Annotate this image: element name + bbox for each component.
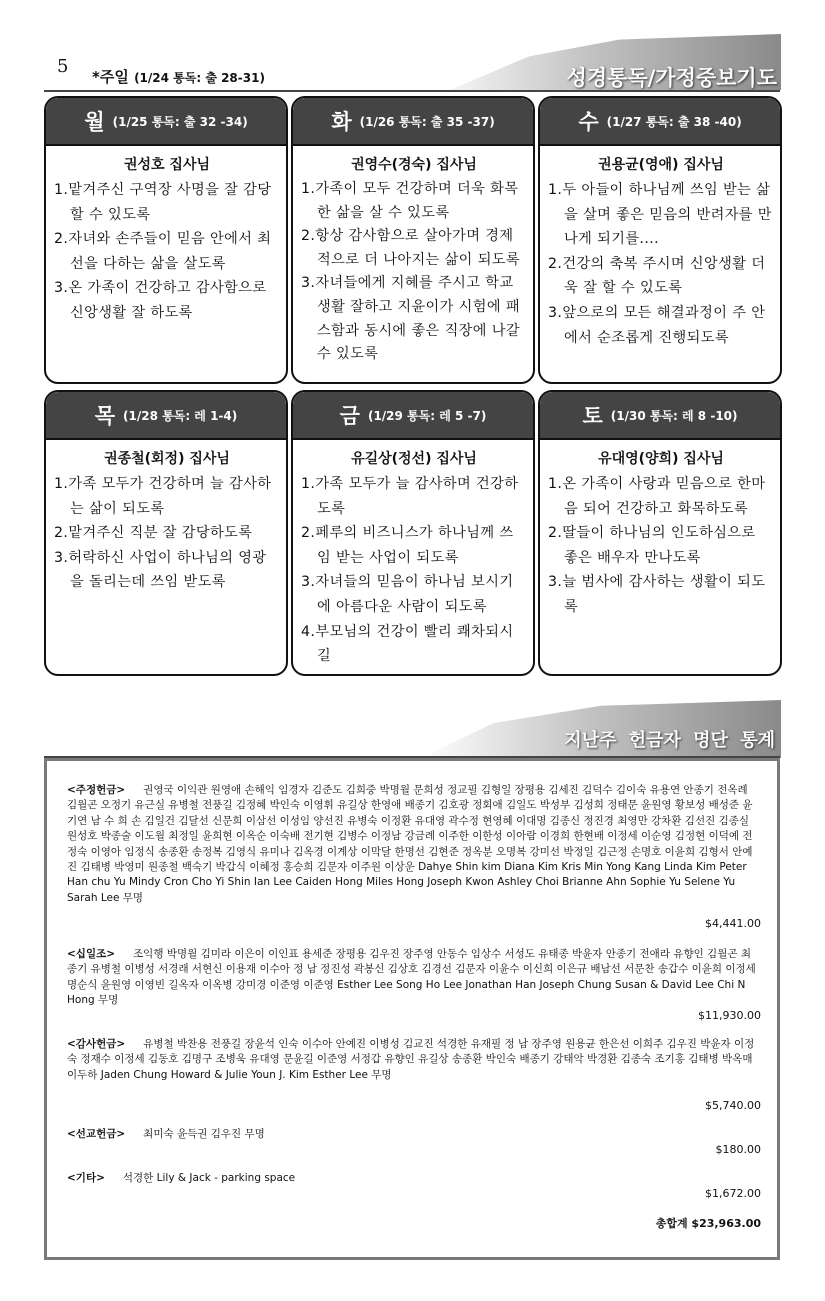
prayer-item: 1.두 아들이 하나님께 쓰임 받는 삶을 살며 좋은 믿음의 반려자를 만나게 되기를.... bbox=[548, 182, 772, 248]
section-label: <감사헌금> bbox=[67, 1038, 126, 1050]
section-names: 최미숙 윤득권 김우진 무명 bbox=[143, 1128, 265, 1140]
offering-section-thanks bbox=[67, 1037, 757, 1083]
section-names: 유병철 박찬용 전풍길 장윤석 인숙 이수아 안예진 이병성 김교진 석경한 유재필 정 남 장주영 원용균 한은선 이희주 김우진 박윤자 이정숙 정재수 이정세 김동호 김명구 조병욱 유대영 문윤길 이준영 서정갑 유향인 유길상 송종환 박인숙 배종기 강태악 박경환 김종숙 조기홍 김태병 박옥매 이두하 Jaden Chung Howard & Julie Youn J. Kim Esther Lee 무명 bbox=[67, 1038, 755, 1081]
day-label: 수 bbox=[578, 110, 599, 134]
sunday-ref: (1/24 통독: 출 28-31) bbox=[134, 71, 265, 85]
day-card-header bbox=[540, 98, 780, 146]
prayer-item: 3.허락하신 사업이 하나님의 영광을 돌리는데 쓰임 받도록 bbox=[54, 549, 267, 591]
prayer-item: 1.맡겨주신 구역장 사명을 잘 감당할 수 있도록 bbox=[54, 182, 272, 223]
section-label: <십일조> bbox=[67, 948, 116, 960]
section-label: <선교헌금> bbox=[67, 1128, 126, 1140]
deacon-name: 유대영(양희) 집사님 bbox=[598, 451, 724, 467]
day-card-header bbox=[46, 98, 286, 146]
reading-ref: (1/26 통독: 출 35 -37) bbox=[359, 114, 495, 129]
reading-ref: (1/27 통독: 출 38 -40) bbox=[606, 114, 742, 129]
prayer-item: 1.온 가족이 사랑과 믿음으로 한마음 되어 건강하고 화목하도록 bbox=[548, 476, 766, 517]
offering-section-other bbox=[67, 1171, 757, 1186]
prayer-item: 1.가족이 모두 건강하며 더욱 화목한 삶을 살 수 있도록 bbox=[301, 181, 519, 221]
section-amount: $11,930.00 bbox=[698, 1009, 761, 1022]
section-amount: $1,672.00 bbox=[705, 1187, 761, 1200]
day-card-header bbox=[293, 392, 533, 440]
prayer-item: 1.가족 모두가 건강하며 늘 감사하는 삶이 되도록 bbox=[54, 476, 272, 517]
prayer-item: 1.가족 모두가 늘 감사하며 건강하도록 bbox=[301, 476, 519, 517]
offering-title: 지난주 헌금자 명단 통계 bbox=[564, 730, 775, 751]
prayer-item: 2.페루의 비즈니스가 하나님께 쓰임 받는 사업이 되도록 bbox=[301, 525, 514, 566]
prayer-item: 2.건강의 축복 주시며 신앙생활 더욱 잘 할 수 있도록 bbox=[548, 255, 766, 297]
prayer-item: 2.딸들이 하나님의 인도하심으로 좋은 배우자 만나도록 bbox=[548, 525, 756, 566]
offering-section-tithe bbox=[67, 947, 757, 1009]
prayer-item: 2.항상 감사함으로 살아가며 경제적으로 더 나아지는 삶이 되도록 bbox=[301, 228, 521, 268]
prayer-item: 3.늘 범사에 감사하는 생활이 되도록 bbox=[548, 574, 766, 615]
day-card-mon bbox=[44, 96, 288, 384]
section-label: <주정헌금> bbox=[67, 784, 126, 796]
day-card-tue bbox=[291, 96, 535, 384]
day-label: 목 bbox=[94, 404, 116, 428]
reading-ref: (1/29 통독: 레 5 -7) bbox=[367, 408, 487, 423]
day-card-header bbox=[540, 392, 780, 440]
offering-total: 총합계 $23,963.00 bbox=[655, 1217, 761, 1230]
reading-ref: (1/25 통독: 출 32 -34) bbox=[112, 114, 248, 129]
day-label: 토 bbox=[582, 404, 603, 428]
reading-ref: (1/30 통독: 레 8 -10) bbox=[610, 408, 738, 423]
day-card-header bbox=[293, 98, 533, 146]
reading-ref: (1/28 통독: 레 1-4) bbox=[123, 408, 238, 423]
prayer-item: 3.온 가족이 건강하고 감사함으로 신앙생활 잘 하도록 bbox=[54, 280, 267, 321]
header-divider bbox=[44, 90, 780, 92]
day-card-header bbox=[46, 392, 286, 440]
day-label: 월 bbox=[84, 110, 105, 134]
offering-stats-box bbox=[44, 758, 780, 1260]
prayer-item: 4.부모님의 건강이 빨리 쾌차되시길 bbox=[301, 623, 514, 665]
day-card-sat bbox=[538, 390, 782, 676]
section-names: 권영국 이익관 원영애 손해익 임경자 김준도 김희중 박명월 문희성 정교필 김형일 장평용 김세진 김덕수 김이숙 유용연 안종기 전옥례 김월곤 오정기 유근실 유병철 전풍길 김정혜 박인숙 이영휘 유길상 한영애 배종기 김호광 정회애 김일도 박성부 김성희 정태문 윤원영 황보성 배성준 윤기연 남 수 희 손 김일건 김달선 신문희 이삼선 이성임 양선진 유병숙 이정환 유대영 곽수정 현영혜 이대명 김종신 정진경 최영만 강차환 김선진 김종실 원성호 박종술 이도월 최정일 윤희현 이옥순 이숙배 전기현 김병수 이정남 강금례 이주한 이한성 이아람 이경희 한현배 이정세 이순영 김정현 이덕예 전정숙 이영아 임정식 송종환 송정복 김영식 유미나 김옥경 이계상 이막달 한명선 김현준 정옥분 오명복 강미선 박정일 김근정 손명호 이윤희 김형서 안예진 김태병 박영미 원종철 백숙기 박갑식 이혜정 홍승희 김문자 이주원 이상운 Dahye Shin kim Diana Kim Kris Min Yong Kang Linda Kim Peter Han chu Yu Mindy Cron Cho Yi Shin Ian Lee Caiden Hong Miles Hong Joseph Kwon Ashley Choi Brianne Ahn Sophie Yu Selene Yu Sarah Lee 무명 bbox=[67, 784, 753, 904]
deacon-name: 권영수(경숙) 집사님 bbox=[351, 157, 477, 173]
section-amount: $5,740.00 bbox=[705, 1099, 761, 1112]
section-names: 조익행 박명월 김미라 이은이 이인표 용세준 장평용 김우진 장주영 안동수 임상수 서성도 유태종 박윤자 안종기 전애라 유향인 김월곤 최종기 유병철 이병성 서경래 서현신 이용재 이수아 정 남 정진성 곽봉신 김상호 김경선 김문자 이윤수 이신희 이은규 배남선 서문찬 송갑수 이윤희 이정세 명순식 윤원영 이영빈 길옥자 이옥병 강미경 이준영 이준영 Esther Lee Song Ho Lee Jonathan Han Joseph Chung Susan & David Lee Chi N Hong 무명 bbox=[67, 948, 756, 1007]
sunday-label: *주일 bbox=[92, 68, 129, 86]
offering-section-mission bbox=[67, 1127, 757, 1142]
deacon-name: 권성호 집사님 bbox=[123, 157, 211, 173]
section-label: <기타> bbox=[67, 1172, 105, 1184]
page-title: 성경통독/가정중보기도 bbox=[566, 66, 777, 90]
day-label: 금 bbox=[339, 404, 360, 428]
deacon-name: 유길상(정선) 집사님 bbox=[351, 451, 477, 467]
prayer-item: 3.자녀들의 믿음이 하나님 보시기에 아름다운 사람이 되도록 bbox=[301, 574, 514, 615]
deacon-name: 권용균(영애) 집사님 bbox=[598, 157, 724, 173]
prayer-item: 3.앞으로의 모든 해결과정이 주 안에서 순조롭게 진행되도록 bbox=[548, 304, 766, 346]
day-label: 화 bbox=[331, 110, 352, 134]
section-amount: $4,441.00 bbox=[705, 917, 761, 930]
section-names: 석경한 Lily & Jack - parking space bbox=[122, 1172, 296, 1184]
section-amount: $180.00 bbox=[715, 1143, 761, 1156]
prayer-item: 3.자녀들에게 지혜를 주시고 학교생활 잘하고 지윤이가 시험에 패스함과 동시에 좋은 직장에 나갈 수 있도록 bbox=[301, 275, 521, 363]
page-number: 5 bbox=[57, 56, 69, 77]
prayer-item: 2.자녀와 손주들이 믿음 안에서 최선을 다하는 삶을 살도록 bbox=[54, 231, 272, 272]
day-card-wed bbox=[538, 96, 782, 384]
deacon-name: 권종철(회정) 집사님 bbox=[104, 451, 230, 467]
offering-section-weekly bbox=[67, 783, 757, 906]
prayer-item: 2.맡겨주신 직분 잘 감당하도록 bbox=[54, 525, 253, 542]
day-card-thu bbox=[44, 390, 288, 676]
sunday-reading bbox=[92, 66, 265, 87]
day-card-fri bbox=[291, 390, 535, 676]
